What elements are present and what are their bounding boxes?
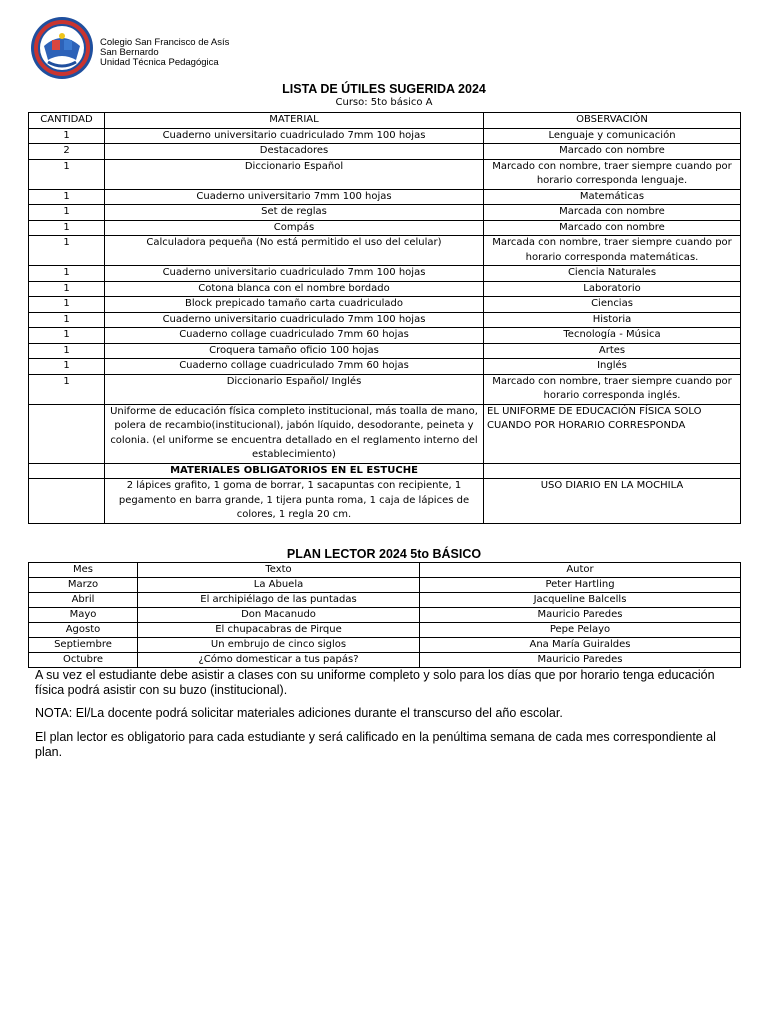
estuche-material: 2 lápices grafito, 1 goma de borrar, 1 sacapuntas con recipiente, 1 pegamento en barra grande, 1 tijera punta roma, 1 caja de lápices de colores, 1 regla 20 cm. bbox=[105, 479, 484, 524]
qty-cell: 1 bbox=[29, 189, 105, 205]
qty-cell: 1 bbox=[29, 159, 105, 189]
material-cell: Diccionario Español bbox=[105, 159, 484, 189]
header-texto: Texto bbox=[138, 563, 420, 578]
table-row bbox=[29, 374, 741, 404]
autor-cell: Mauricio Paredes bbox=[420, 653, 741, 668]
material-cell: Cuaderno universitario cuadriculado 7mm 100 hojas bbox=[105, 312, 484, 328]
material-cell: Diccionario Español/ Inglés bbox=[105, 374, 484, 404]
mes-cell: Octubre bbox=[29, 653, 138, 668]
school-city: San Bernardo bbox=[100, 47, 159, 58]
table-row bbox=[29, 653, 741, 668]
material-cell: Cuaderno collage cuadriculado 7mm 60 hojas bbox=[105, 328, 484, 344]
table-row bbox=[29, 266, 741, 282]
autor-cell: Mauricio Paredes bbox=[420, 608, 741, 623]
mes-cell: Agosto bbox=[29, 623, 138, 638]
material-cell: Compás bbox=[105, 220, 484, 236]
texto-cell: Un embrujo de cinco siglos bbox=[138, 638, 420, 653]
texto-cell: El chupacabras de Pirque bbox=[138, 623, 420, 638]
header-cantidad: CANTIDAD bbox=[29, 113, 105, 129]
texto-cell: ¿Cómo domesticar a tus papás? bbox=[138, 653, 420, 668]
qty-cell: 2 bbox=[29, 144, 105, 160]
material-cell: Cotona blanca con el nombre bordado bbox=[105, 281, 484, 297]
material-cell: Set de reglas bbox=[105, 205, 484, 221]
header-mes: Mes bbox=[29, 563, 138, 578]
table-row bbox=[29, 297, 741, 313]
school-logo-seal bbox=[30, 16, 94, 80]
table-row bbox=[29, 205, 741, 221]
empty-cell bbox=[484, 463, 741, 479]
table-header-row bbox=[29, 113, 741, 129]
note-docente: NOTA: El/La docente podrá solicitar materiales adiciones durante el transcurso del año escolar. bbox=[35, 706, 563, 720]
qty-cell: 1 bbox=[29, 236, 105, 266]
obs-cell: Marcado con nombre bbox=[484, 144, 741, 160]
school-unit: Unidad Técnica Pedagógica bbox=[100, 57, 219, 68]
empty-cell bbox=[29, 479, 105, 524]
header-autor: Autor bbox=[420, 563, 741, 578]
texto-cell: El archipiélago de las puntadas bbox=[138, 593, 420, 608]
material-cell: Cuaderno universitario cuadriculado 7mm 100 hojas bbox=[105, 128, 484, 144]
obs-cell: Marcado con nombre, traer siempre cuando por horario corresponda inglés. bbox=[484, 374, 741, 404]
table-row bbox=[29, 328, 741, 344]
mes-cell: Abril bbox=[29, 593, 138, 608]
table-row bbox=[29, 623, 741, 638]
material-cell: Cuaderno collage cuadriculado 7mm 60 hojas bbox=[105, 359, 484, 375]
obs-cell: Marcado con nombre, traer siempre cuando por horario corresponda lenguaje. bbox=[484, 159, 741, 189]
mes-cell: Septiembre bbox=[29, 638, 138, 653]
autor-cell: Pepe Pelayo bbox=[420, 623, 741, 638]
table-row bbox=[29, 236, 741, 266]
obs-cell: EL UNIFORME DE EDUCACIÓN FÍSICA SOLO CUANDO POR HORARIO CORRESPONDA bbox=[484, 404, 741, 463]
school-header bbox=[100, 38, 229, 68]
texto-cell: Don Macanudo bbox=[138, 608, 420, 623]
qty-cell: 1 bbox=[29, 328, 105, 344]
qty-cell bbox=[29, 404, 105, 463]
qty-cell: 1 bbox=[29, 266, 105, 282]
mes-cell: Mayo bbox=[29, 608, 138, 623]
estuche-heading: MATERIALES OBLIGATORIOS EN EL ESTUCHE bbox=[105, 463, 484, 479]
obs-cell: Laboratorio bbox=[484, 281, 741, 297]
table-row bbox=[29, 144, 741, 160]
qty-cell: 1 bbox=[29, 297, 105, 313]
table-header-row bbox=[29, 563, 741, 578]
note-uniform: A su vez el estudiante debe asistir a clases con su uniforme completo y solo para los días que por horario tenga educación física podrá asistir con su buzo (institucional). bbox=[35, 668, 715, 697]
table-row bbox=[29, 404, 741, 463]
texto-cell: La Abuela bbox=[138, 578, 420, 593]
estuche-heading-row bbox=[29, 463, 741, 479]
table-row bbox=[29, 578, 741, 593]
utiles-title: LISTA DE ÚTILES SUGERIDA 2024 bbox=[282, 82, 486, 96]
obs-cell: Ciencias bbox=[484, 297, 741, 313]
table-row bbox=[29, 638, 741, 653]
lector-title: PLAN LECTOR 2024 5to BÁSICO bbox=[286, 547, 482, 561]
empty-cell bbox=[29, 463, 105, 479]
material-cell: Croquera tamaño oficio 100 hojas bbox=[105, 343, 484, 359]
obs-cell: Historia bbox=[484, 312, 741, 328]
utiles-subtitle: Curso: 5to básico A bbox=[335, 97, 433, 108]
material-cell: Uniforme de educación física completo institucional, más toalla de mano, polera de recambio(institucional), jabón líquido, desodorante, peineta y colonia. (el uniforme se encuentra detallado en el reglamento interno del establecimiento) bbox=[105, 404, 484, 463]
utiles-table bbox=[28, 112, 741, 524]
table-row bbox=[29, 593, 741, 608]
table-row bbox=[29, 128, 741, 144]
material-cell: Calculadora pequeña (No está permitido el uso del celular) bbox=[105, 236, 484, 266]
estuche-row bbox=[29, 479, 741, 524]
table-row bbox=[29, 359, 741, 375]
material-cell: Cuaderno universitario cuadriculado 7mm 100 hojas bbox=[105, 266, 484, 282]
autor-cell: Ana María Guiraldes bbox=[420, 638, 741, 653]
obs-cell: Marcada con nombre bbox=[484, 205, 741, 221]
autor-cell: Peter Hartling bbox=[420, 578, 741, 593]
material-cell: Cuaderno universitario 7mm 100 hojas bbox=[105, 189, 484, 205]
obs-cell: Marcada con nombre, traer siempre cuando por horario corresponda matemáticas. bbox=[484, 236, 741, 266]
qty-cell: 1 bbox=[29, 205, 105, 221]
obs-cell: Marcado con nombre bbox=[484, 220, 741, 236]
obs-cell: Ciencia Naturales bbox=[484, 266, 741, 282]
table-row bbox=[29, 281, 741, 297]
autor-cell: Jacqueline Balcells bbox=[420, 593, 741, 608]
qty-cell: 1 bbox=[29, 312, 105, 328]
qty-cell: 1 bbox=[29, 374, 105, 404]
obs-cell: Matemáticas bbox=[484, 189, 741, 205]
table-row bbox=[29, 159, 741, 189]
qty-cell: 1 bbox=[29, 281, 105, 297]
obs-cell: Tecnología - Música bbox=[484, 328, 741, 344]
header-observacion: OBSERVACIÓN bbox=[484, 113, 741, 129]
table-row bbox=[29, 343, 741, 359]
qty-cell: 1 bbox=[29, 128, 105, 144]
obs-cell: Lenguaje y comunicación bbox=[484, 128, 741, 144]
table-row bbox=[29, 608, 741, 623]
material-cell: Destacadores bbox=[105, 144, 484, 160]
table-row bbox=[29, 189, 741, 205]
plan-lector-table bbox=[28, 562, 741, 668]
qty-cell: 1 bbox=[29, 359, 105, 375]
note-plan-lector: El plan lector es obligatorio para cada estudiante y será calificado en la penúltima semana de cada mes correspondiente al plan. bbox=[35, 730, 716, 759]
table-row bbox=[29, 220, 741, 236]
school-name: Colegio San Francisco de Asís bbox=[100, 37, 230, 48]
material-cell: Block prepicado tamaño carta cuadriculado bbox=[105, 297, 484, 313]
table-row bbox=[29, 312, 741, 328]
header-material: MATERIAL bbox=[105, 113, 484, 129]
obs-cell: Artes bbox=[484, 343, 741, 359]
estuche-obs: USO DIARIO EN LA MOCHILA bbox=[484, 479, 741, 524]
qty-cell: 1 bbox=[29, 343, 105, 359]
mes-cell: Marzo bbox=[29, 578, 138, 593]
obs-cell: Inglés bbox=[484, 359, 741, 375]
qty-cell: 1 bbox=[29, 220, 105, 236]
